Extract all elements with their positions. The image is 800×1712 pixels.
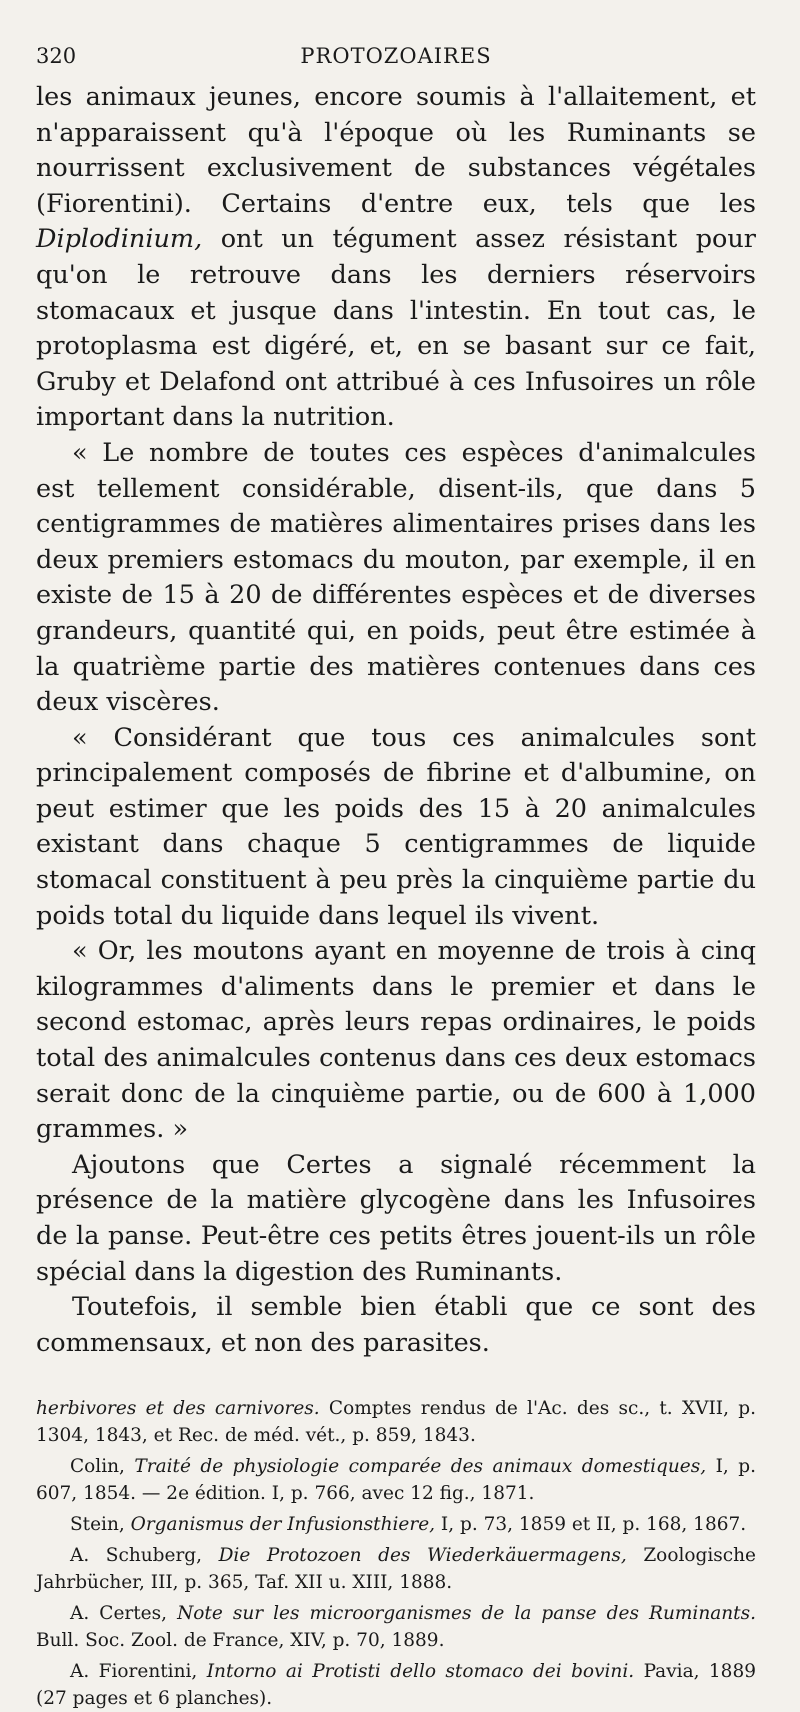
- page-header: [36, 44, 756, 80]
- paragraph-1: les animaux jeunes, encore soumis à l'allaitement, et n'apparaissent qu'à l'époque où les Ruminants se nourrissent exclusivement de substances végétales (Fiorentini). Certains d'entre eux, tels que les Diplodinium, ont un tégument assez résistant pour qu'on le retrouve dans les derniers réservoirs stomacaux et jusque dans l'intestin. En tout cas, le protoplasma est digéré, et, en se basant sur ce fait, Gruby et Delafond ont attribué à ces Infusoires un rôle important dans la nutrition.: [36, 82, 756, 433]
- bibliography-entry: Stein, Organismus der Infusionsthiere, I, p. 73, 1859 et II, p. 168, 1867.: [70, 1514, 747, 1536]
- bibliography-entry: A. Fiorentini, Intorno ai Protisti dello stomaco dei bovini. Pavia, 1889 (27 pages et 6 planches).: [36, 1661, 756, 1710]
- genus-name: Diplodinium,: [36, 224, 203, 255]
- bibliography-entry: A. Schuberg, Die Protozoen des Wiederkäuermagens, Zoologische Jahrbücher, III, p. 365, Taf. XII u. XIII, 1888.: [36, 1545, 756, 1594]
- quote-paragraph-2: « Considérant que tous ces animalcules sont principalement composés de fibrine et d'albumine, on peut estimer que les poids des 15 à 20 animalcules existant dans chaque 5 centigrammes de liquide stomacal constituent à peu près la cinquième partie du poids total du liquide dans lequel ils vivent.: [36, 722, 756, 931]
- page-number: 320: [36, 44, 77, 68]
- quote-paragraph-1: « Le nombre de toutes ces espèces d'animalcules est tellement considérable, disent-ils, que dans 5 centigrammes de matières alimentaires prises dans les deux premiers estomacs du mouton, par exemple, il en existe de 15 à 20 de différentes espèces et de diverses grandeurs, quantité qui, en poids, peut être estimée à la quatrième partie des matières contenues dans ces deux viscères.: [36, 437, 756, 718]
- paragraph-certes: Ajoutons que Certes a signalé récemment la présence de la matière glycogène dans les Infusoires de la panse. Peut-être ces petits êtres jouent-ils un rôle spécial dans la digestion des Ruminants.: [36, 1149, 756, 1287]
- paragraph-conclusion: Toutefois, il semble bien établi que ce sont des commensaux, et non des parasites.: [36, 1292, 756, 1358]
- bibliography: [36, 1395, 756, 1712]
- bibliography-entry: Colin, Traité de physiologie comparée des animaux domestiques, I, p. 607, 1854. — 2e édition. I, p. 766, avec 12 fig., 1871.: [36, 1456, 756, 1505]
- bibliography-entry: A. Certes, Note sur les microorganismes de la panse des Ruminants. Bull. Soc. Zool. de France, XIV, p. 70, 1889.: [36, 1603, 756, 1652]
- main-text: [36, 80, 756, 1361]
- quote-paragraph-3: « Or, les moutons ayant en moyenne de trois à cinq kilogrammes d'aliments dans le premier et dans le second estomac, après leurs repas ordinaires, le poids total des animalcules contenus dans ces deux estomacs serait donc de la cinquième partie, ou de 600 à 1,000 grammes. »: [36, 936, 756, 1145]
- bibliography-entry: herbivores et des carnivores. Comptes rendus de l'Ac. des sc., t. XVII, p. 1304, 1843, et Rec. de méd. vét., p. 859, 1843.: [36, 1398, 756, 1447]
- running-head: PROTOZOAIRES: [300, 44, 492, 68]
